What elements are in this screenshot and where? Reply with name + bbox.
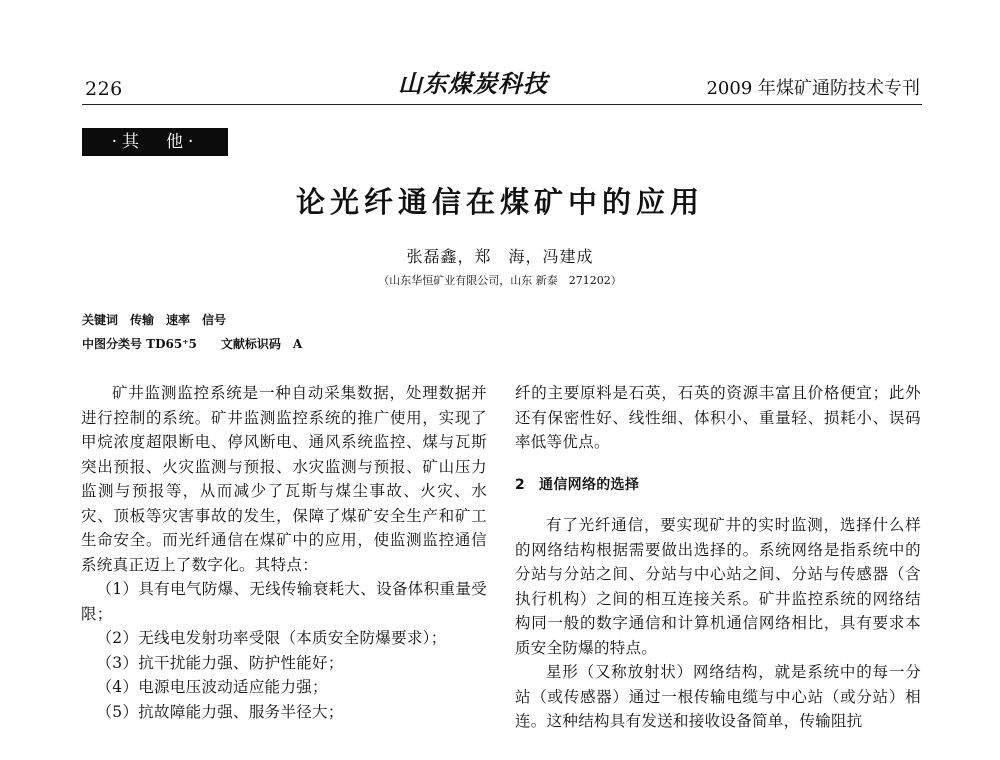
classification: 中图分类号 TD65⁺5 文献标识码 A — [82, 337, 303, 351]
feature-item-2: （2）无线电发射功率受限（本质安全防爆要求）； — [96, 629, 447, 647]
feature-item-1: （1）具有电气防爆、无线传输衰耗大、设备体积重量受限； — [81, 580, 487, 623]
section-heading — [515, 473, 921, 498]
issue-title: 2009 年煤矿通防技术专刊 — [706, 78, 920, 99]
keywords: 关键词 传输 速率 信号 — [82, 313, 227, 327]
left-column — [81, 381, 487, 724]
right-column — [515, 381, 921, 734]
authors: 张磊鑫，郑 海，冯建成 — [406, 247, 594, 266]
article-title: 论光纤通信在煤矿中的应用 — [295, 185, 704, 219]
section-title: 通信网络的选择 — [539, 476, 640, 493]
header-rule — [82, 104, 922, 105]
page-number: 226 — [85, 78, 123, 100]
intro-paragraph: 矿井监测监控系统是一种自动采集数据，处理数据并进行控制的系统。矿井监测监控系统的推广使用，实现了甲烷浓度超限断电、停风断电、通风系统监控、煤与瓦斯突出预报、火灾监测与预报、水灾监测与预报、矿山压力监测与预报等，从而减少了瓦斯与煤尘事故、火灾、水灾、顶板等灾害事故的发生，保障了煤矿安全生产和矿工生命安全。而光纤通信在煤矿中的应用，使监测监控通信系统真正迈上了数字化。其特点： — [81, 384, 487, 574]
network-paragraph: 有了光纤通信，要实现矿井的实时监测，选择什么样的网络结构根据需要做出选择的。系统网络是指系统中的分站与分站之间、分站与中心站之间、分站与传感器（含执行机构）之间的相互连接关系。矿井监控系统的网络结构同一般的数字通信和计算机通信网络相比，具有要求本质安全防爆的特点。 — [515, 516, 921, 657]
feature-item-4: （4）电源电压波动适应能力强； — [96, 678, 328, 696]
feature-item-5: （5）抗故障能力强、服务半径大； — [96, 702, 344, 721]
affiliation: （山东华恒矿业有限公司，山东 新泰 271202） — [378, 274, 622, 287]
continuation-paragraph: 纤的主要原料是石英，石英的资源丰富且价格便宜；此外还有保密性好、线性细、体积小、重量轻、损耗小、误码率低等优点。 — [515, 384, 921, 451]
section-number: 2 — [515, 476, 526, 493]
journal-logo: 山东煤炭科技 — [398, 69, 548, 98]
feature-item-3: （3）抗干扰能力强、防护性能好； — [96, 653, 344, 672]
star-topology-paragraph: 星形（又称放射状）网络结构，就是系统中的每一分站（或传感器）通过一根传输电缆与中心站（或分站）相连。这种结构具有发送和接收设备简单，传输阻抗 — [515, 663, 921, 730]
section-tag: ·其 他· — [82, 128, 228, 156]
